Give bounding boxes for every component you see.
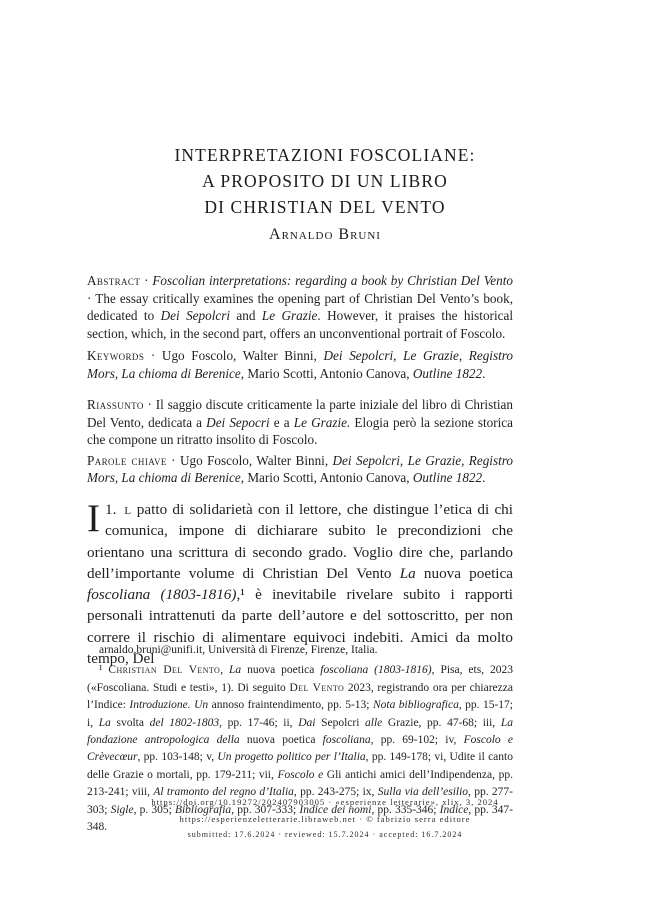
title-line-1: INTERPRETAZIONI FOSCOLIANE: <box>174 145 476 165</box>
section-number: 1. <box>105 501 117 518</box>
footer-doi: https://doi.org/10.19272/202407903005 · «esperienze letterarie», xlix, 3, 2024 <box>151 797 499 807</box>
riassunto-label: Riassunto <box>87 397 144 412</box>
footer-dates: submitted: 17.6.2024 · reviewed: 15.7.2024 · accepted: 16.7.2024 <box>187 830 463 839</box>
footnote-1: ¹ Christian Del Vento, La nuova poetica foscoliana (1803-1816), Pisa, ets, 2023 («Foscoliana. Studi e testi», 1). Di seguito Del Vento 2023, registrando ora per chiarezza l’Indice: Introduzione. Un annoso fraintendimento, pp. 5-13; Nota bibliografica, pp. 15-17; i, La svolta del 1802-1803, pp. 17-46; ii, Dai Sepolcri alle Grazie, pp. 47-68; iii, La fondazione antropologica della nuova poetica foscoliana, pp. 69-102; iv, Foscolo e Crèvecœur, pp. 103-148; v, Un progetto politico per l’Italia, pp. 149-178; vi, Udite il canto delle Grazie o mortali, pp. 179-211; vii, Foscolo e Gli antichi amici dell’Indipendenza, pp. 213-241; viii, Al tramonto del regno d’Italia, pp. 243-275; ix, Sulla via dell’esilio, pp. 277-303; Sigle, p. 305; Bibliografia, pp. 307-333; Indice dei nomi, pp. 335-346; Indice, pp. 347-348. <box>87 664 514 834</box>
footnote-ref: ,¹ <box>236 586 245 604</box>
abstract-label: Abstract <box>87 273 141 288</box>
riassunto-block <box>87 396 513 487</box>
footer-url: https://esperienzeletterarie.libraweb.net · © fabrizio serra editore <box>179 814 471 824</box>
drop-cap: I <box>87 497 100 540</box>
author-name: Arnaldo Bruni <box>269 226 381 243</box>
title-line-3: DI CHRISTIAN DEL VENTO <box>204 197 446 217</box>
keywords-label: Keywords <box>87 348 145 364</box>
affiliation: arnaldo.bruni@unifi.it, Università di Firenze, Firenze, Italia. <box>99 644 378 656</box>
abstract-block <box>87 272 513 383</box>
notes <box>87 642 513 836</box>
keywords: Keywords · Ugo Foscolo, Walter Binni, Dei Sepolcri, Le Grazie, Registro Mors, La chioma di Berenice, Mario Scotti, Antonio Canova, Outline 1822. <box>87 348 513 381</box>
parole-chiave: Parole chiave · Ugo Foscolo, Walter Binni, Dei Sepolcri, Le Grazie, Registro Mors, La chioma di Berenice, Mario Scotti, Antonio Canova, Outline 1822. <box>87 452 513 486</box>
article-title <box>0 142 650 220</box>
abstract: Abstract · Foscolian interpretations: regarding a book by Christian Del Vento · The essay critically examines the opening part of Christian Del Vento’s book, dedicated to Dei Sepolcri and Le Grazie. However, it praises the historical section, which, in the second part, offers an unconventional portrait of Foscolo. <box>87 273 513 341</box>
riassunto: Riassunto · Il saggio discute criticamente la parte iniziale del libro di Christian Del Vento, dedicata a Dei Sepocri e a Le Grazie. Elogia però la sezione storica che compone un ritratto insolito di Foscolo. <box>87 397 513 448</box>
body-paragraph: 1. I l patto di solidarietà con il lettore, che distingue l’etica di chi comunica, impone di dichiarare subito le precondizioni che orientano una scrittura di secondo grado. Voglio dire che, parlando dell’importante volume di Christian Del Vento La nuova poetica foscoliana (1803-1816),¹ è inevitabile rivelare subito i rapporti personali intrattenuti da parte dell’autore e del sottoscritto, per non correre il rischio di alimentare equivoci indebiti. Amici da molto tempo, Del <box>87 497 514 668</box>
title-line-2: A PROPOSITO DI UN LIBRO <box>202 171 448 191</box>
parole-label: Parole chiave <box>87 452 167 468</box>
